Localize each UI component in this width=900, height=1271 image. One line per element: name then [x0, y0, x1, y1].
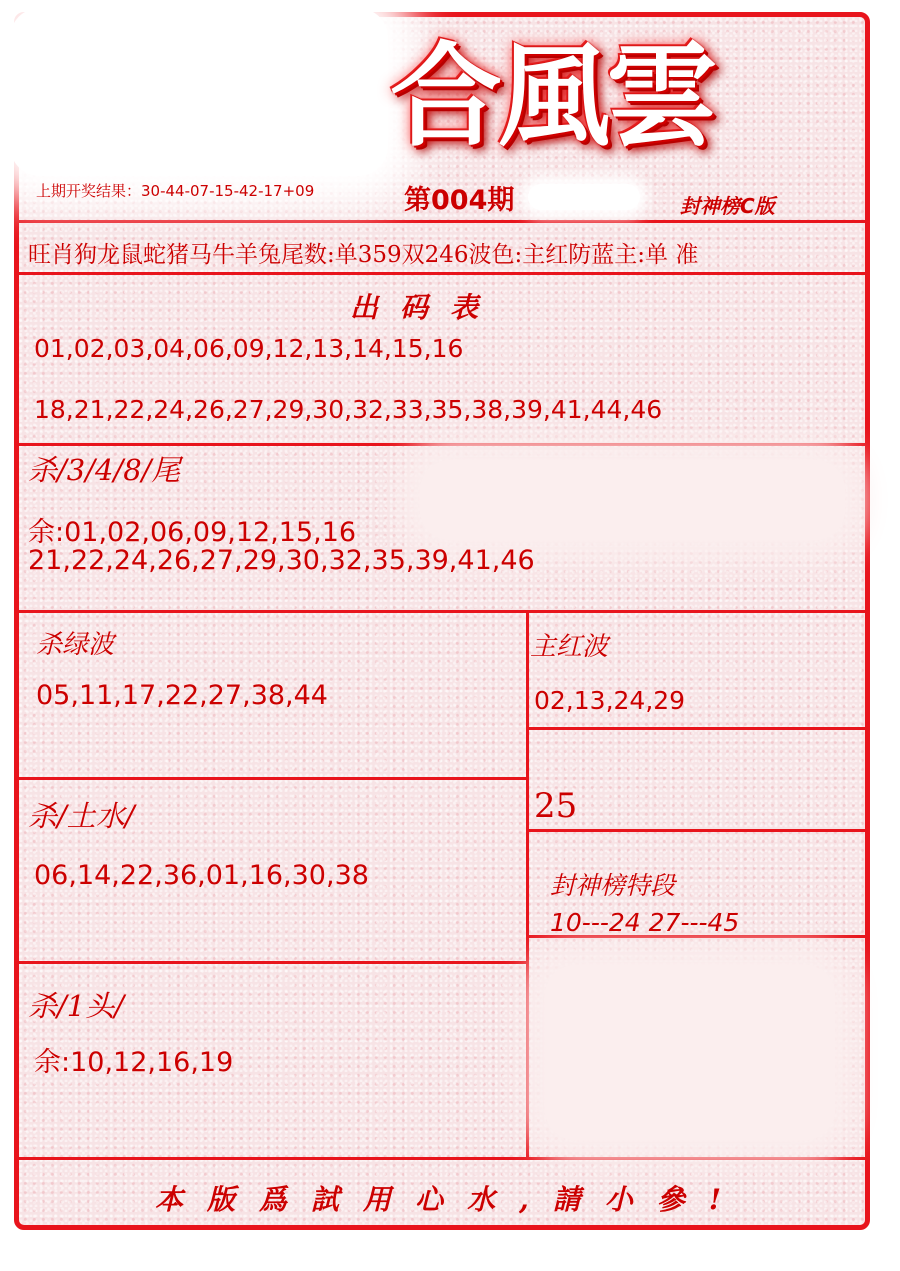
right-divider-2	[528, 829, 870, 832]
kill-tail-label: 杀/3/4/8/尾	[28, 453, 181, 487]
kill-tail-divider	[14, 610, 870, 613]
right-divider-1	[528, 727, 870, 730]
kill-element-label: 杀/土水/	[28, 799, 135, 833]
publication-logo: 合風雲	[390, 31, 714, 162]
issue-blur-area	[528, 184, 640, 210]
header-divider	[14, 220, 870, 223]
code-table-divider	[14, 443, 870, 446]
tips-line: 旺肖狗龙鼠蛇猪马牛羊兔尾数:单359双246波色:主红防蓝主:单 准	[28, 242, 699, 268]
special-section-label: 封神榜特段	[550, 871, 676, 900]
footer-divider	[14, 1157, 870, 1160]
left-divider-1	[14, 777, 529, 780]
kill-tail-remain-1: 余:01,02,06,09,12,15,16	[28, 517, 357, 548]
column-divider	[526, 612, 529, 1158]
main-red-numbers: 02,13,24,29	[534, 686, 686, 715]
code-table-row-1: 01,02,03,04,06,09,12,13,14,15,16	[34, 334, 464, 363]
kill-tail-blur-area	[420, 460, 845, 540]
special-section-value: 10---24 27---45	[550, 908, 740, 937]
kill-green-label: 杀绿波	[36, 630, 115, 660]
bottom-right-blur-area	[545, 965, 835, 1140]
main-red-label: 主红波	[530, 632, 609, 662]
code-table-row-2: 18,21,22,24,26,27,29,30,32,33,35,38,39,41,44,46	[34, 395, 663, 424]
kill-element-numbers: 06,14,22,36,01,16,30,38	[34, 860, 369, 891]
issue-number: 第004期	[404, 185, 515, 216]
code-table-title: 出码表	[350, 291, 501, 324]
kill-green-numbers: 05,11,17,22,27,38,44	[36, 680, 328, 711]
footer-disclaimer: 本版爲試用心水,請小參!	[155, 1183, 746, 1216]
single-number: 25	[534, 786, 578, 826]
header-blur-area	[10, 8, 388, 176]
kill-head-remain: 余:10,12,16,19	[34, 1047, 234, 1078]
left-divider-2	[14, 961, 529, 964]
tips-divider	[14, 272, 870, 275]
kill-tail-remain-2: 21,22,24,26,27,29,30,32,35,39,41,46	[28, 545, 535, 576]
last-draw-result: 上期开奖结果：30-44-07-15-42-17+09	[36, 182, 315, 200]
kill-head-label: 杀/1头/	[28, 989, 124, 1023]
edition-label: 封神榜C版	[680, 194, 775, 218]
